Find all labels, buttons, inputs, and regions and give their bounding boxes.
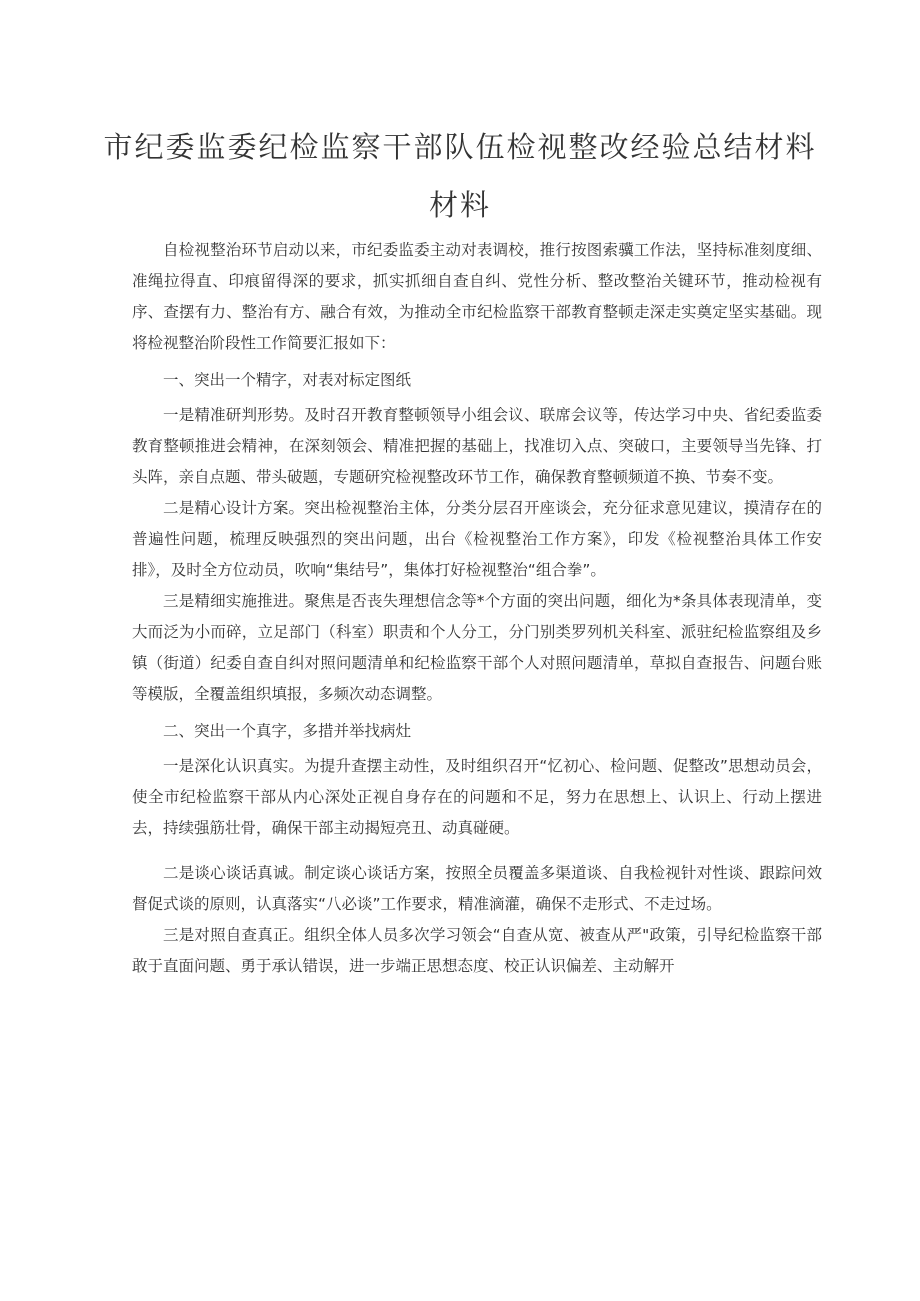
body-paragraph: 二是谈心谈话真诚。制定谈心谈话方案，按照全员覆盖多渠道谈、自我检视针对性谈、跟踪问效督促式谈的原则，认真落实“八必谈”工作要求，精准滴灌，确保不走形式、不走过场。	[132, 864, 822, 913]
body-paragraph: 二是精心设计方案。突出检视整治主体，分类分层召开座谈会，充分征求意见建议，摸清存在的普遍性问题，梳理反映强烈的突出问题，出台《检视整治工作方案》，印发《检视整治具体工作安排》，及时全方位动员，吹响“集结号”，集体打好检视整治“组合拳”。	[132, 499, 822, 579]
body-paragraph: 三是对照自查真正。组织全体人员多次学习领会“自查从宽、被查从严"政策，引导纪检监察干部敢于直面问题、勇于承认错误，进一步端正思想态度、校正认识偏差、主动解开	[132, 926, 822, 975]
intro-paragraph: 自检视整治环节启动以来，市纪委监委主动对表调校，推行按图索骥工作法，坚持标准刻度细、准绳拉得直、印痕留得深的要求，抓实抓细自查自纠、党性分析、整改整治关键环节，推动检视有序、查摆有力、整治有方、融合有效，为推动全市纪检监察干部教育整顿走深走实奠定坚实基础。现将检视整治阶段性工作简要汇报如下：	[132, 241, 822, 352]
body-paragraph: 三是精细实施推进。聚焦是否丧失理想信念等*个方面的突出问题，细化为*条具体表现清单，变大而泛为小而碎，立足部门（科室）职责和个人分工，分门别类罗列机关科室、派驻纪检监察组及乡镇（街道）纪委自查自纠对照问题清单和纪检监察干部个人对照问题清单，草拟自查报告、问题台账等模版，全覆盖组织填报，多频次动态调整。	[132, 592, 822, 703]
section-heading-2: 二、突出一个真字，多措并举找病灶	[163, 722, 412, 740]
document-title: 市纪委监委纪检监察干部队伍检视整改经验总结材料材料	[103, 130, 817, 222]
body-paragraph: 一是深化认识真实。为提升查摆主动性，及时组织召开“忆初心、检问题、促整改”思想动员会，使全市纪检监察干部从内心深处正视自身存在的问题和不足，努力在思想上、认识上、行动上摆进去，持续强筋壮骨，确保干部主动揭短亮丑、动真碰硬。	[132, 757, 822, 837]
section-heading-1: 一、突出一个精字，对表对标定图纸	[163, 371, 412, 389]
body-paragraph: 一是精准研判形势。及时召开教育整顿领导小组会议、联席会议等，传达学习中央、省纪委监委教育整顿推进会精神，在深刻领会、精准把握的基础上，找准切入点、突破口，主要领导当先锋、打头阵，亲自点题、带头破题，专题研究检视整改环节工作，确保教育整顿频道不换、节奏不变。	[132, 406, 822, 486]
document-body	[132, 235, 822, 982]
